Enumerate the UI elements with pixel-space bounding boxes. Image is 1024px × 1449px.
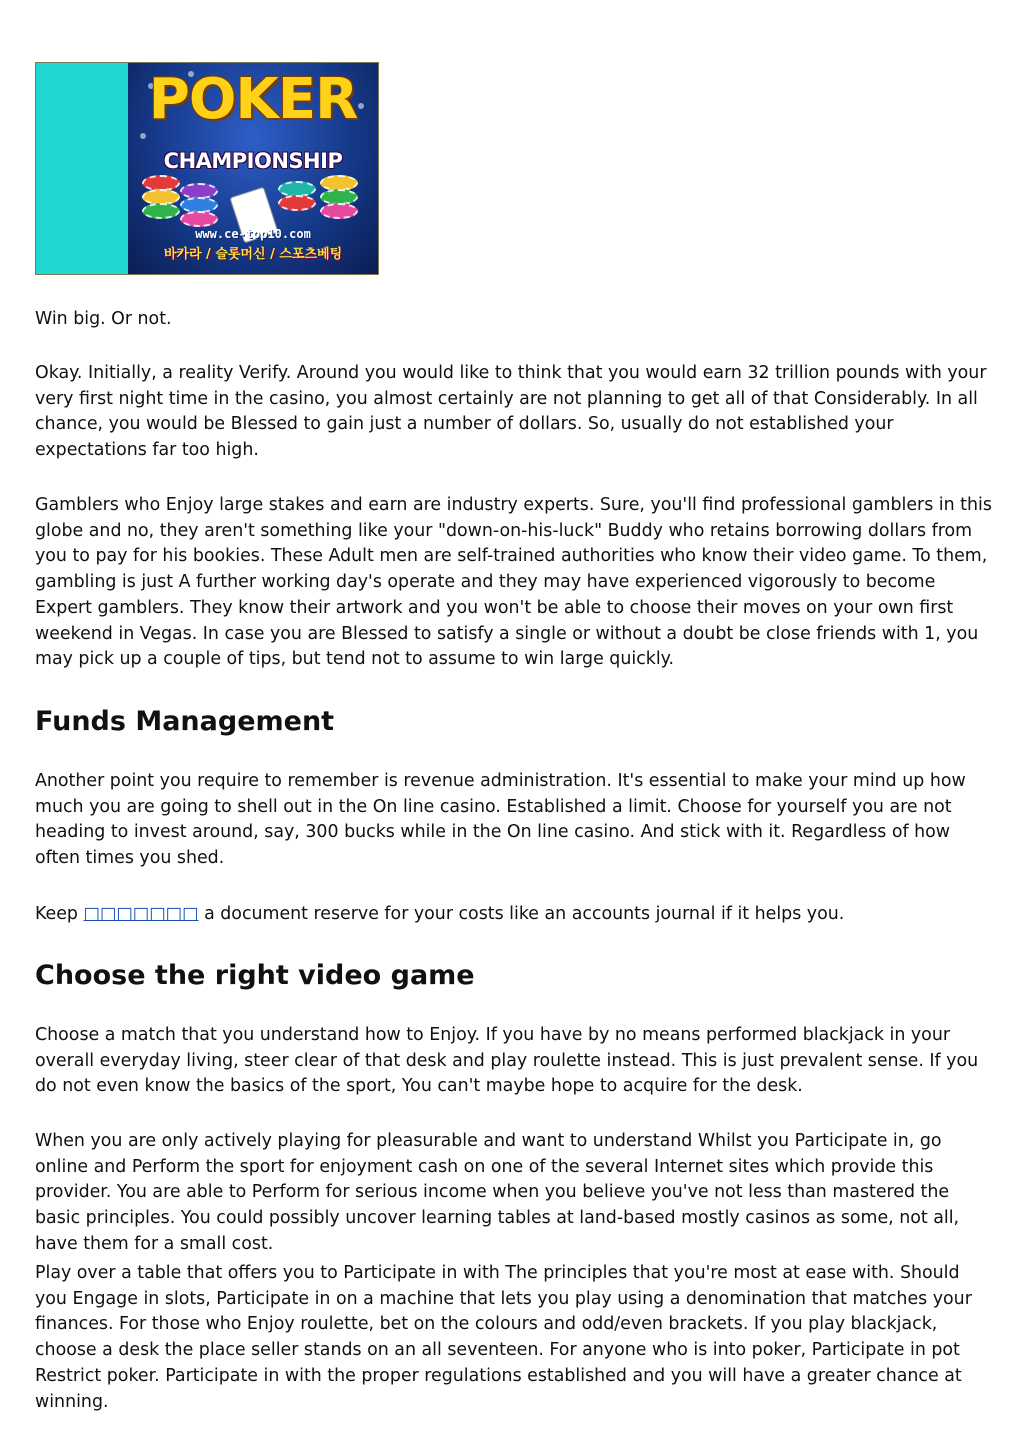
paragraph-with-link xyxy=(35,902,995,928)
banner-url: www.ce-top10.com xyxy=(195,227,311,241)
paragraph: Okay. Initially, a reality Verify. Around you would like to think that you would earn 32 trillion pounds with your very first night time in the casino, you almost certainly are not planning to get all of that Considerably. In all chance, you would be Blessed to gain just a number of dollars. So, usually do not established your expectations far too high. xyxy=(35,363,987,461)
poker-chip-icon xyxy=(320,203,358,219)
paragraph: Another point you require to remember is revenue administration. It's essential to make your mind up how much you are going to shell out in the On line casino. Established a limit. Choose for yourself you are not heading to invest around, say, 300 bucks while in the On line casino. And stick with it. Regardless of how often times you shed. xyxy=(35,771,966,869)
paragraph: Gamblers who Enjoy large stakes and earn are industry experts. Sure, you'll find professional gamblers in this globe and no, they aren't something like your "down-on-his-luck" Buddy who retains borrowing dollars from you to pay for his bookies. These Adult men are self-trained authorities who know their video game. To them, gambling is just A further working day's operate and they may have experienced vigorously to become Expert gamblers. They know their artwork and you won't be able to choose their moves on your own first weekend in Vegas. In case you are Blessed to satisfy a single or without a doubt be close friends with 1, you may pick up a couple of tips, but tend not to assume to win large quickly. xyxy=(35,495,992,670)
section-heading: Funds Management xyxy=(35,706,335,737)
banner-subtitle: CHAMPIONSHIP xyxy=(163,149,343,173)
section-heading: Choose the right video game xyxy=(35,960,475,991)
poker-chip-icon xyxy=(142,203,180,219)
inline-link[interactable]: □□□□□□□ xyxy=(83,904,199,924)
paragraph-text: a document reserve for your costs like an accounts journal if it helps you. xyxy=(198,904,845,924)
banner-artwork xyxy=(128,63,378,274)
banner-categories: 바카라 / 슬롯머신 / 스포츠베팅 xyxy=(163,247,343,262)
intro-paragraph: Win big. Or not. xyxy=(35,309,172,329)
banner-title: POKER xyxy=(148,67,358,132)
paragraph: When you are only actively playing for pleasurable and want to understand Whilst you Participate in, go online and Perform the sport for enjoyment cash on one of the several Internet sites which provide this provider. You are able to Perform for serious income when you believe you've not less than mastered the basic principles. You could possibly uncover learning tables at land-based mostly casinos as some, not all, have them for a small cost. xyxy=(35,1131,960,1254)
paragraph-text: Keep xyxy=(35,904,84,924)
paragraph: Choose a match that you understand how to Enjoy. If you have by no means performed blackjack in your overall everyday living, steer clear of that desk and play roulette instead. This is just prevalent sense. If you do not even know the basics of the sport, You can't maybe hope to acquire for the desk. xyxy=(35,1025,979,1097)
poker-championship-banner xyxy=(35,62,379,275)
paragraph: Play over a table that offers you to Participate in with The principles that you're most at ease with. Should you Engage in slots, Participate in on a machine that lets you play using a denomination that matches your finances. For those who Enjoy roulette, bet on the colours and odd/even brackets. If you play blackjack, choose a desk the place seller stands on an all seventeen. For anyone who is into poker, Participate in pot Restrict poker. Participate in with the proper regulations established and you will have a greater chance at winning. xyxy=(35,1263,972,1412)
poker-chip-icon xyxy=(278,195,316,211)
poker-chip-icon xyxy=(180,211,218,227)
